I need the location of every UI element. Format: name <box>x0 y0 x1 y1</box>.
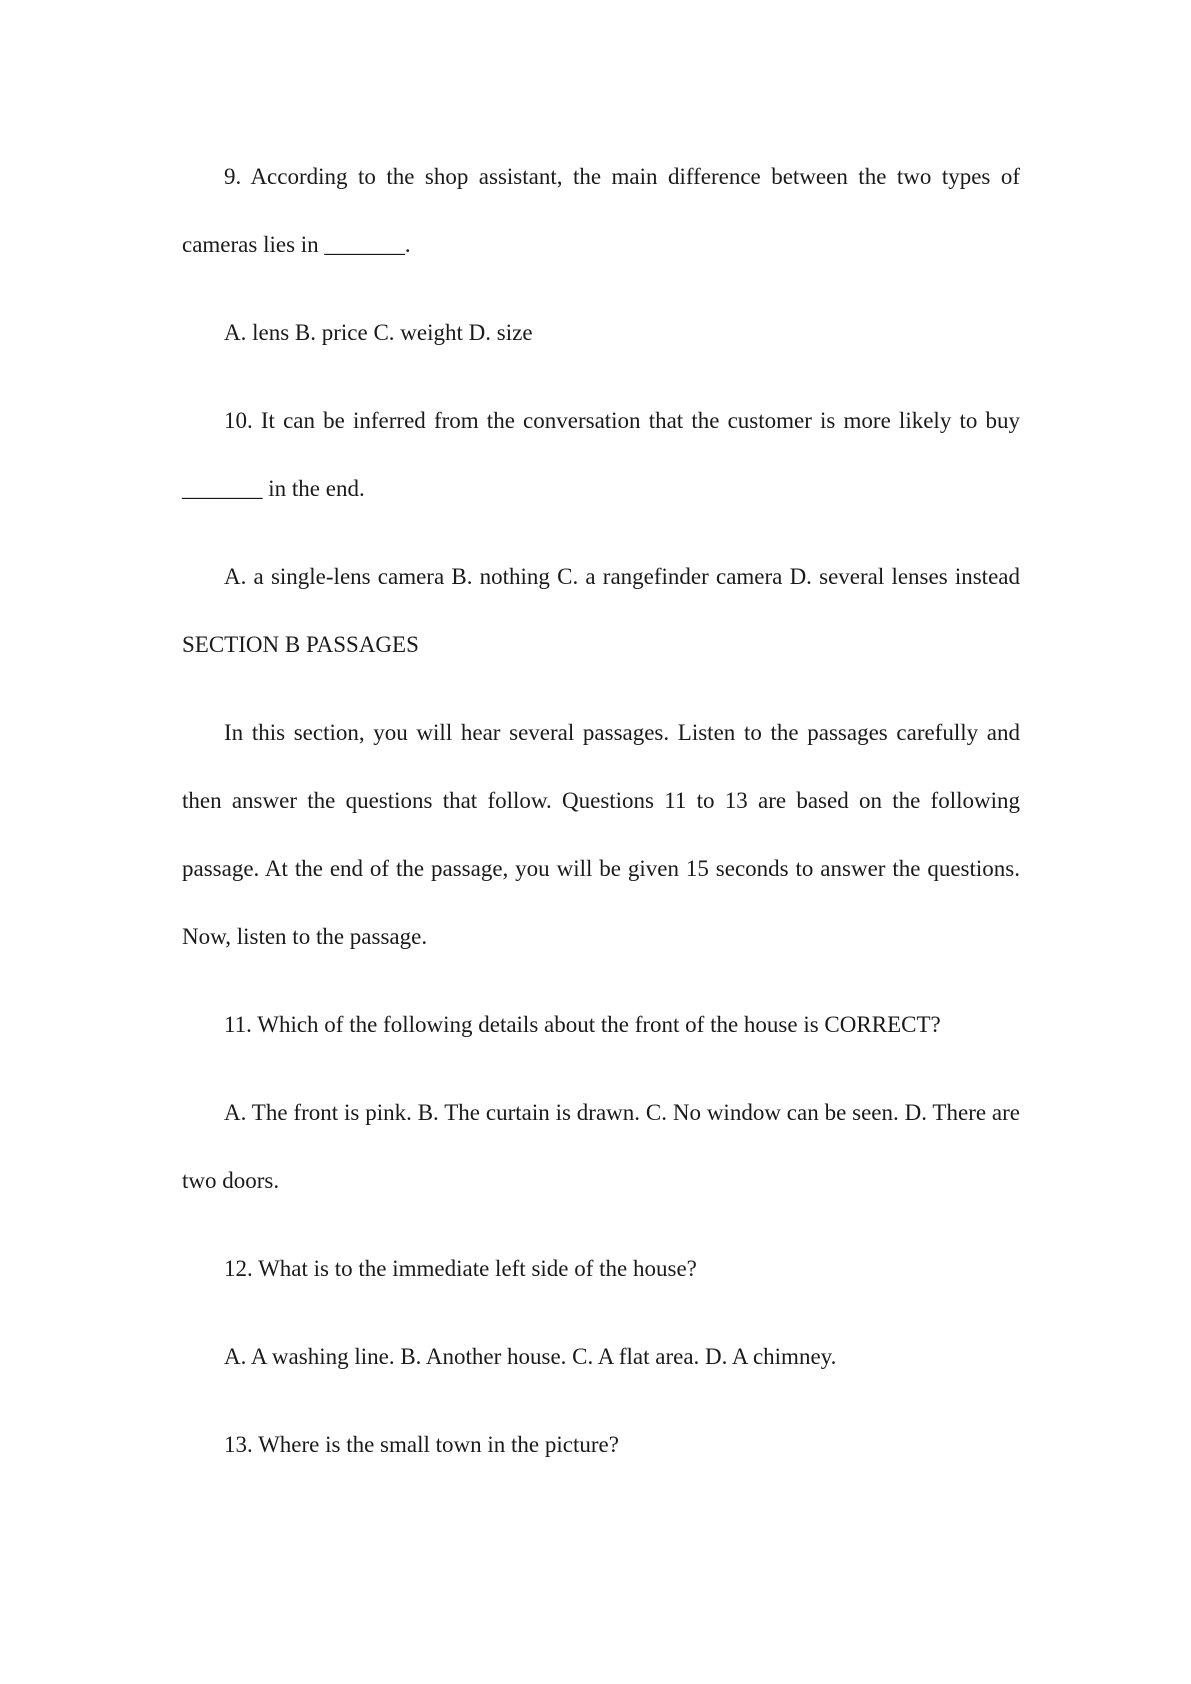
question-11-options: A. The front is pink. B. The curtain is drawn. C. No window can be seen. D. There are two doors. <box>182 1100 1020 1193</box>
question-10-options: A. a single-lens camera B. nothing C. a rangefinder camera D. several lenses instead SECTION B PASSAGES <box>182 564 1020 657</box>
question-13: 13. Where is the small town in the picture? <box>224 1432 619 1457</box>
question-10: 10. It can be inferred from the conversation that the customer is more likely to buy _______ in the end. <box>182 408 1020 501</box>
question-9-options: A. lens B. price C. weight D. size <box>224 320 533 345</box>
question-9: 9. According to the shop assistant, the main difference between the two types of cameras lies in _______. <box>182 164 1020 257</box>
question-12-options: A. A washing line. B. Another house. C. A flat area. D. A chimney. <box>224 1344 837 1369</box>
question-11: 11. Which of the following details about the front of the house is CORRECT? <box>224 1012 941 1037</box>
question-12: 12. What is to the immediate left side of the house? <box>224 1256 697 1281</box>
section-b-instructions: In this section, you will hear several passages. Listen to the passages carefully and then answer the questions that follow. Questions 11 to 13 are based on the following passage. At the end of the passage, you will be given 15 seconds to answer the questions. Now, listen to the passage. <box>182 720 1020 949</box>
